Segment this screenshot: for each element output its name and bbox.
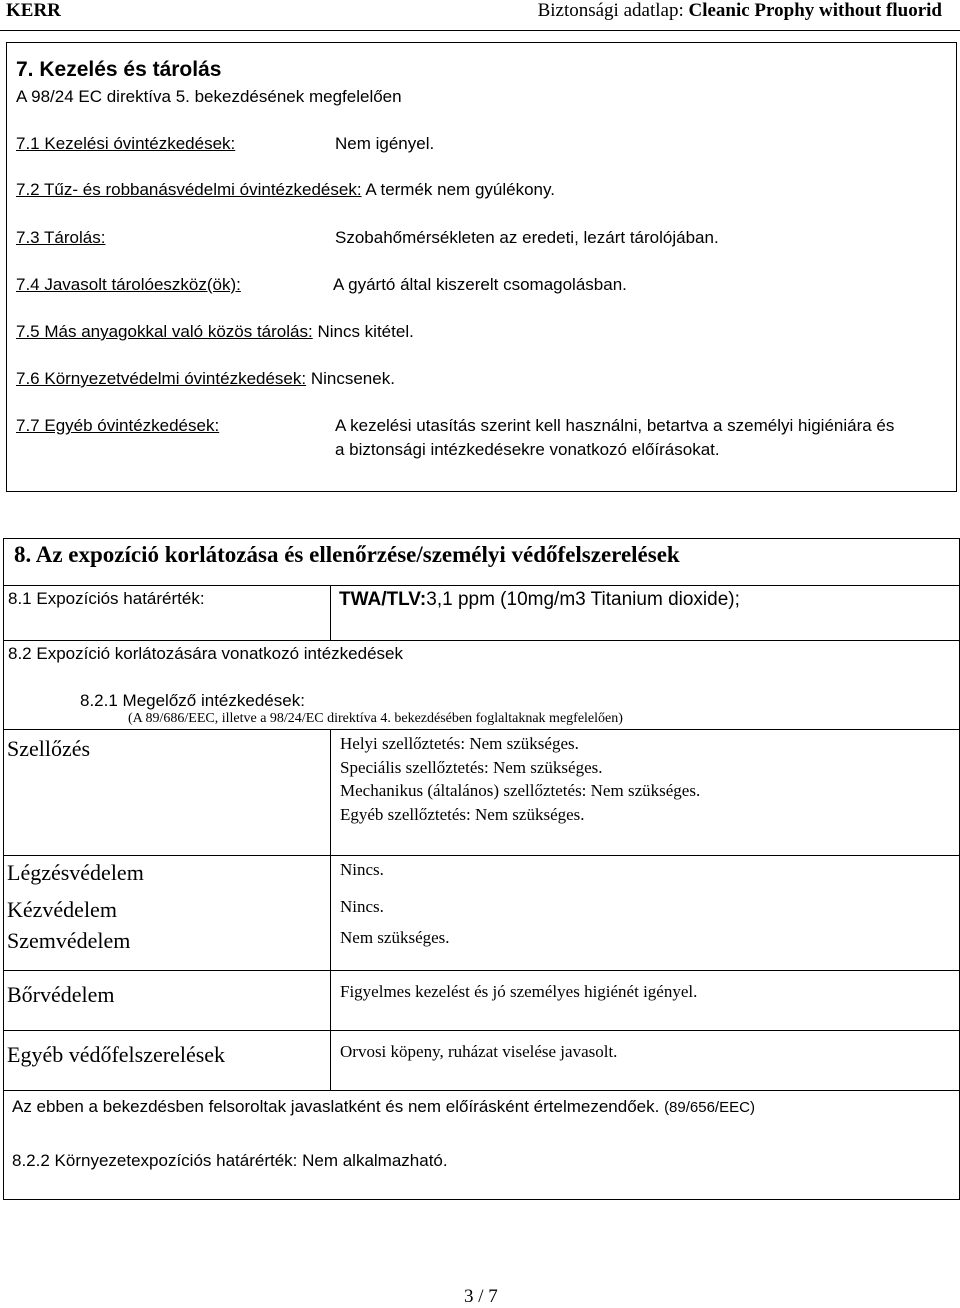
exposure-limit-type: TWA/TLV: [339,589,427,610]
column-divider-8-1 [330,585,331,640]
recommendation-note-ref: (89/656/EEC) [664,1099,755,1116]
recommendation-note-text: Az ebben a bekezdésben felsoroltak javaslatként és nem előírásként értelmezendőek. [12,1097,660,1116]
document-title [538,0,942,22]
respiratory-label: Légzésvédelem [7,860,144,885]
company-name: KERR [6,0,61,21]
item-7-1-label: 7.1 Kezelési óvintézkedések: [16,134,236,153]
document-type: Biztonsági adatlap: [537,0,684,21]
divider-ventilation [3,855,960,856]
section-7-title: 7. Kezelés és tárolás [16,58,222,81]
item-7-3-value: Szobahőmérsékleten az eredeti, lezárt tárolójában. [335,228,719,247]
preventive-note: (A 89/686/EEC, illetve a 98/24/EC direktíva 4. bekezdésében foglaltaknak megfelelően) [128,711,623,726]
eye-label: Szemvédelem [7,928,131,953]
ventilation-line-4: Egyéb szellőztetés: Nem szükséges. [340,805,585,824]
item-7-7-label: 7.7 Egyéb óvintézkedések: [16,416,220,435]
header-rule [0,30,960,31]
item-7-5 [16,322,414,342]
hand-label: Kézvédelem [7,897,117,922]
page-number: 3 / 7 [464,1286,498,1307]
product-name: Cleanic Prophy without fluorid [688,0,942,21]
item-7-4-value: A gyártó által kiszerelt csomagolásban. [333,275,627,294]
exposure-limit-label: 8.1 Expozíciós határérték: [8,589,205,608]
section-7-subtitle: A 98/24 EC direktíva 5. bekezdésének megfelelően [16,87,402,106]
column-divider-ppe [330,729,331,1090]
item-7-4-label: 7.4 Javasolt tárolóeszköz(ök): [16,275,241,294]
environmental-exposure: 8.2.2 Környezetexpozíciós határérték: Nem alkalmazható. [12,1151,448,1170]
eye-value: Nem szükséges. [340,928,450,947]
item-7-2-value: A termék nem gyúlékony. [365,180,555,199]
item-7-3-label: 7.3 Tárolás: [16,228,106,247]
other-ppe-value: Orvosi köpeny, ruházat viselése javasolt. [340,1042,618,1061]
divider-skin [3,1030,960,1031]
divider-8-2-1 [3,729,960,730]
item-7-2-label: 7.2 Tűz- és robbanásvédelmi óvintézkedések: [16,180,362,199]
hand-value: Nincs. [340,897,384,916]
exposure-limit-amount: 3,1 ppm (10mg/m3 Titanium dioxide); [426,589,740,610]
divider-other [3,1090,960,1091]
measures-title: 8.2 Expozíció korlátozására vonatkozó intézkedések [8,644,404,663]
respiratory-value: Nincs. [340,860,384,879]
divider-eye [3,970,960,971]
divider-8-1 [3,640,960,641]
other-ppe-label: Egyéb védőfelszerelések [7,1042,226,1067]
item-7-6-value: Nincsenek. [310,369,395,388]
skin-value: Figyelmes kezelést és jó személyes higiénét igényel. [340,982,698,1001]
ventilation-label: Szellőzés [7,736,91,761]
preventive-title: 8.2.1 Megelőző intézkedések: [80,691,305,710]
divider-8-title [3,585,960,586]
item-7-7-value-line-2: a biztonsági intézkedésekre vonatkozó előírásokat. [335,440,720,459]
item-7-2 [16,180,555,200]
ventilation-line-1: Helyi szellőztetés: Nem szükséges. [340,734,579,753]
item-7-1-value: Nem igényel. [335,134,435,153]
exposure-limit-value [339,589,740,611]
ventilation-line-2: Speciális szellőztetés: Nem szükséges. [340,758,603,777]
item-7-6 [16,369,395,389]
item-7-6-label: 7.6 Környezetvédelmi óvintézkedések: [16,369,307,388]
ventilation-line-3: Mechanikus (általános) szellőztetés: Nem szükséges. [340,781,701,800]
item-7-7-value-line-1: A kezelési utasítás szerint kell használni, betartva a személyi higiéniára és [335,416,895,435]
item-7-5-label: 7.5 Más anyagokkal való közös tárolás: [16,322,313,341]
section-8-title: 8. Az expozíció korlátozása és ellenőrzése/személyi védőfelszerelések [14,542,680,567]
skin-label: Bőrvédelem [7,982,115,1007]
item-7-5-value: Nincs kitétel. [317,322,414,341]
recommendation-note [12,1097,755,1117]
